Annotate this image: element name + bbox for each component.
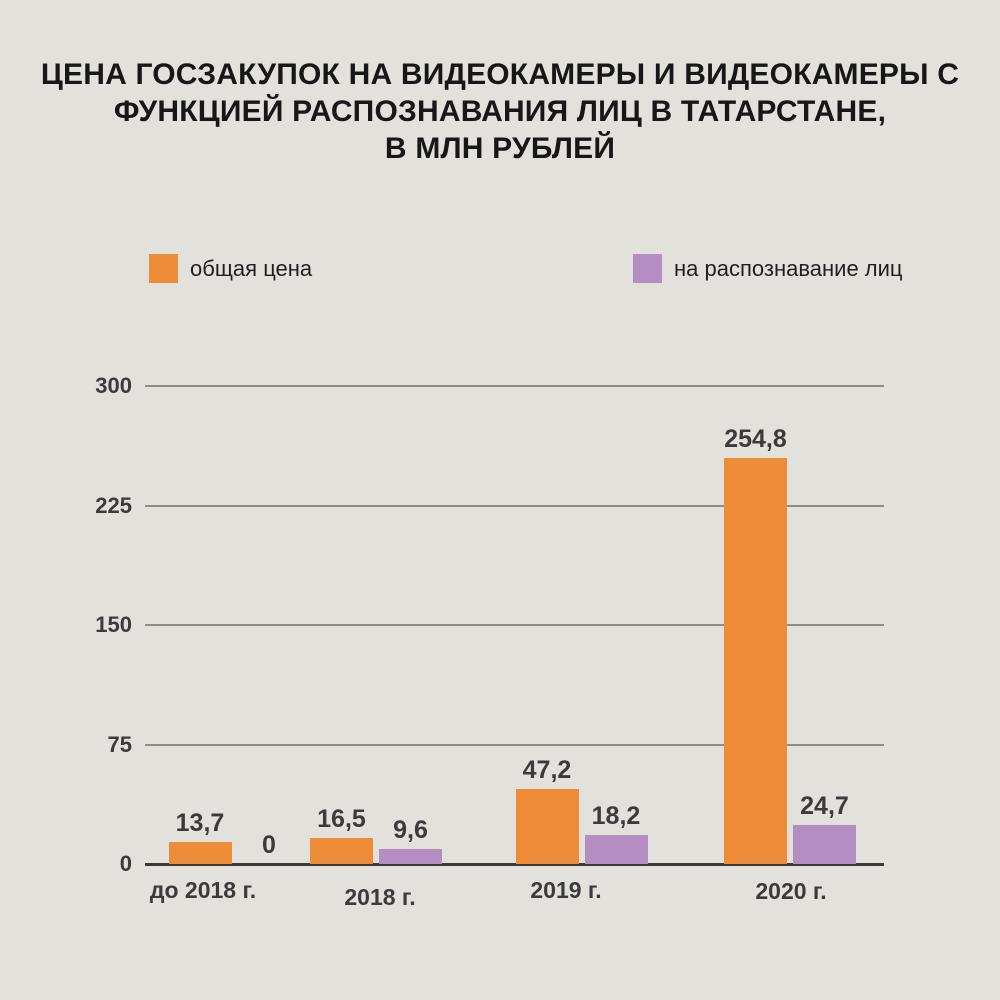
- chart-title-line-3: В МЛН РУБЛЕЙ: [384, 132, 616, 165]
- x-label-3: 2020 г.: [755, 878, 827, 904]
- value-label-total-3: 254,8: [724, 425, 787, 454]
- chart-title-line-1: ЦЕНА ГОСЗАКУПОК НА ВИДЕОКАМЕРЫ И ВИДЕОКАМЕРЫ С: [40, 58, 960, 91]
- bar-face-recognition-1: [379, 849, 442, 864]
- value-label-face-recognition-3: 24,7: [800, 791, 849, 820]
- y-tick-label-150: 150: [95, 612, 132, 637]
- chart-title-line-2: ФУНКЦИЕЙ РАСПОЗНАВАНИЯ ЛИЦ В ТАТАРСТАНЕ,: [113, 95, 887, 128]
- value-label-total-0: 13,7: [175, 809, 225, 838]
- gridline-300: [145, 385, 884, 387]
- value-label-face-recognition-0: 0: [262, 831, 276, 859]
- y-tick-label-75: 75: [107, 731, 132, 757]
- x-label-2: 2019 г.: [530, 877, 602, 903]
- y-tick-label-225: 225: [95, 492, 132, 518]
- y-tick-label-0: 0: [119, 851, 132, 876]
- legend-label-total: общая цена: [190, 255, 313, 281]
- value-label-total-2: 47,2: [522, 755, 572, 784]
- bar-face-recognition-3: [793, 825, 856, 864]
- value-label-face-recognition-2: 18,2: [591, 802, 641, 830]
- value-label-total-1: 16,5: [317, 804, 366, 833]
- y-tick-label-300: 300: [95, 373, 132, 398]
- value-label-face-recognition-1: 9,6: [393, 815, 428, 844]
- x-label-1: 2018 г.: [344, 884, 416, 910]
- x-label-0: до 2018 г.: [149, 877, 257, 903]
- bar-face-recognition-2: [585, 835, 648, 864]
- legend-label-face-recognition: на распознавание лиц: [674, 255, 903, 281]
